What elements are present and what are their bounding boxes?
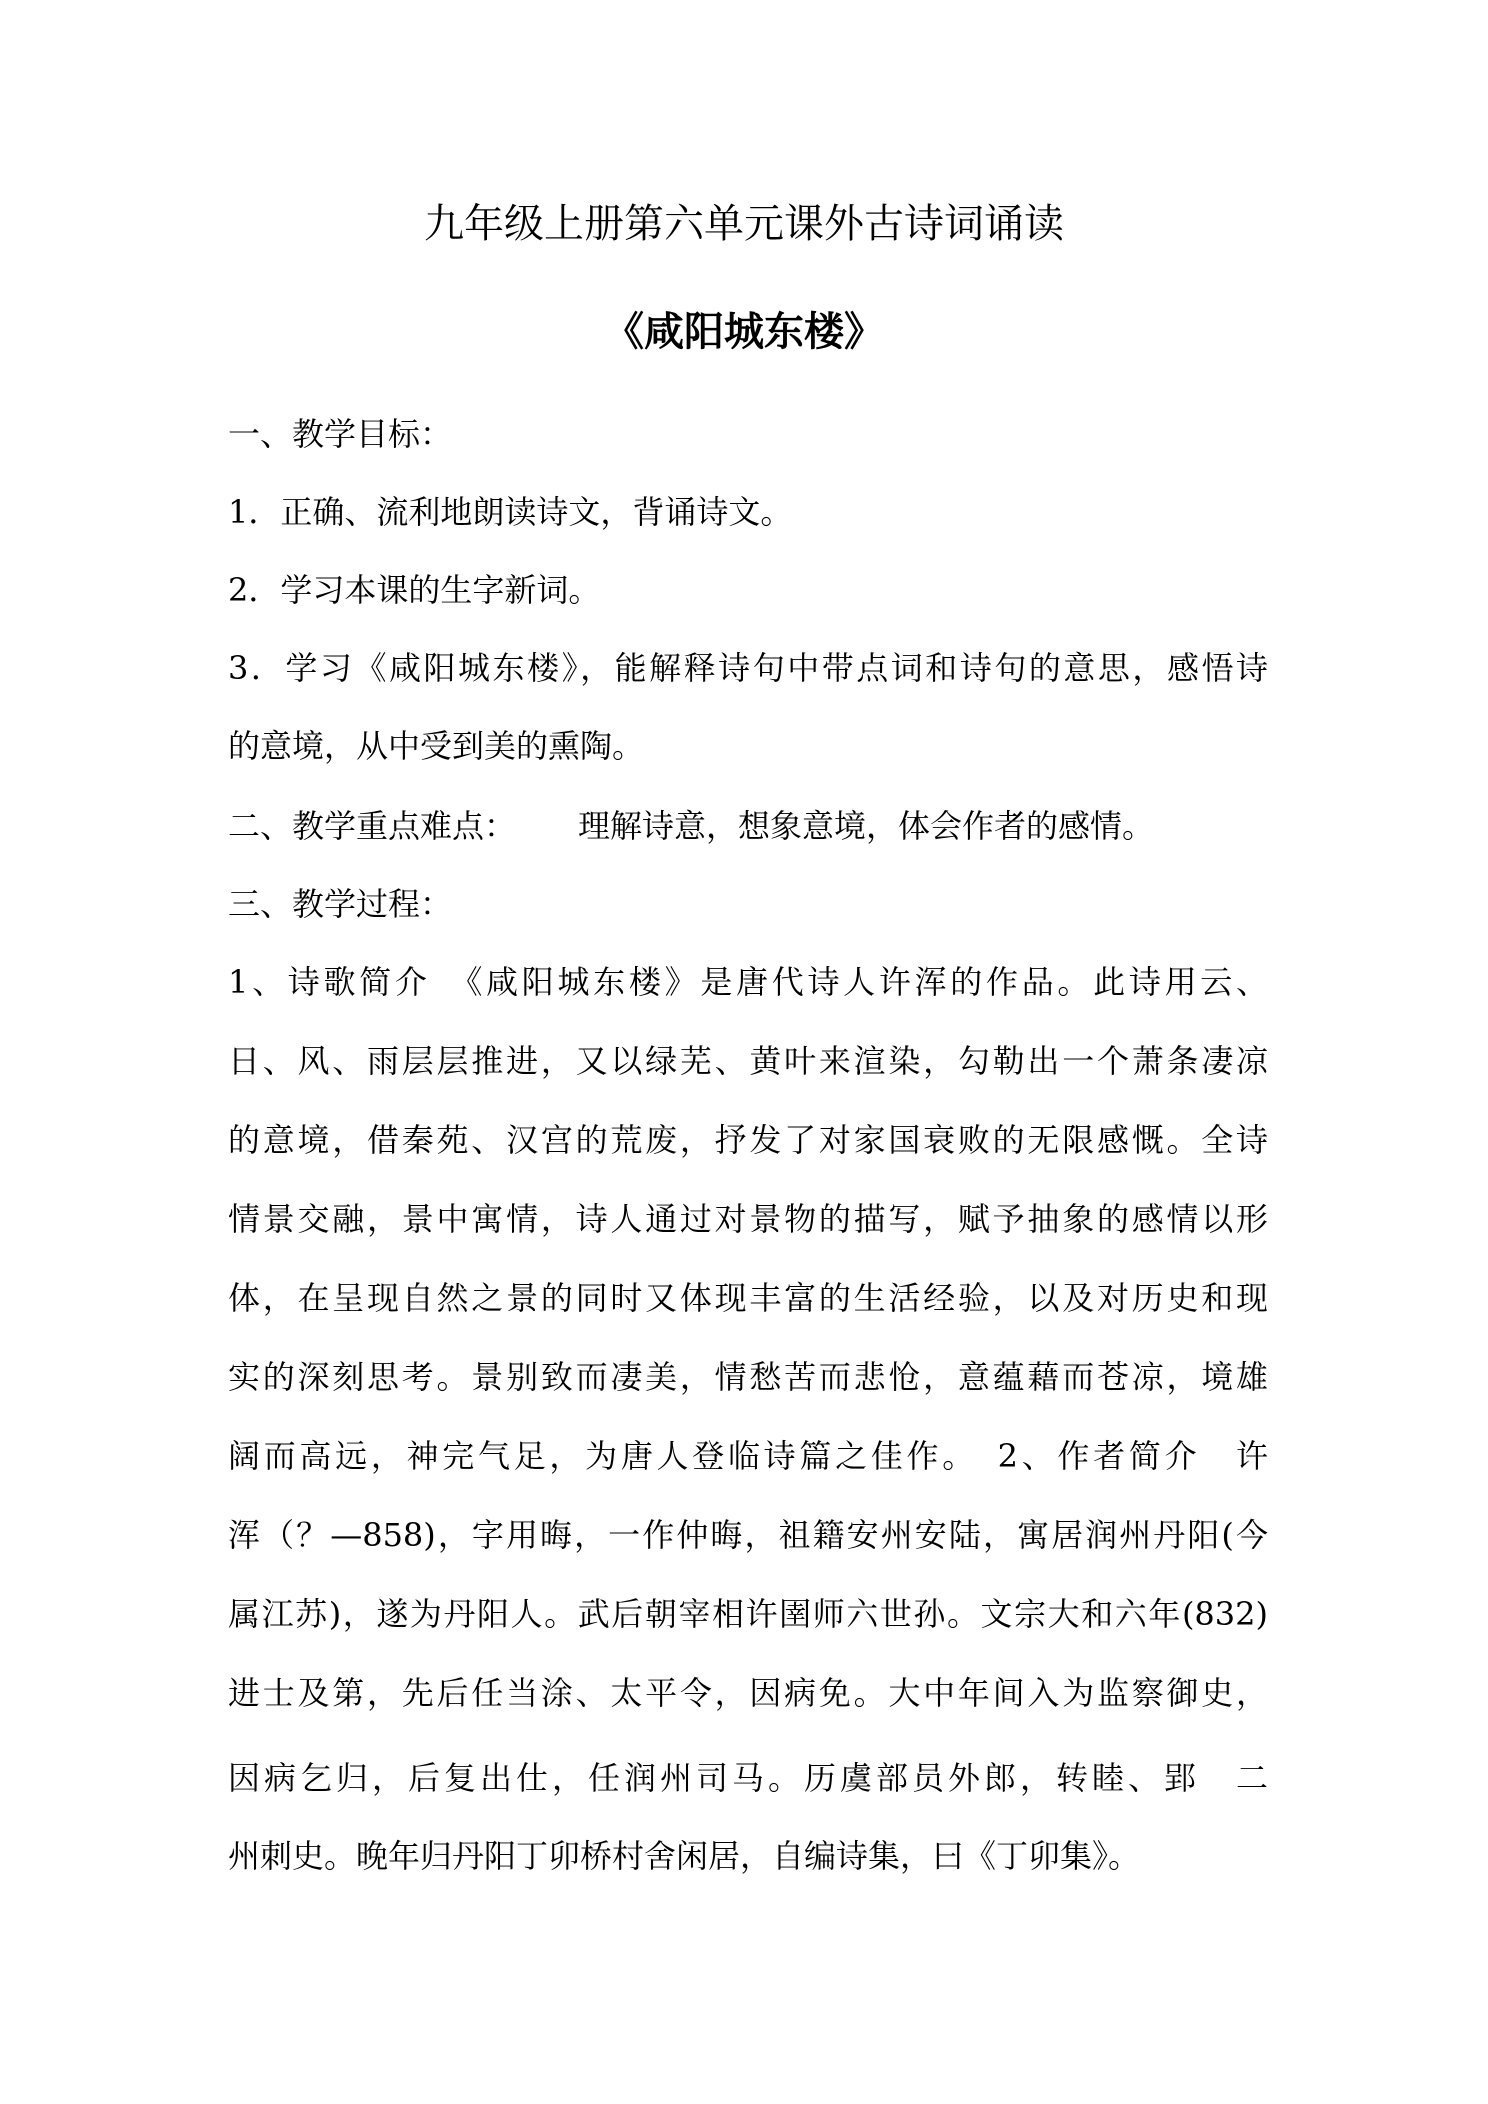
- objective-item-3-cont: 的意境，从中受到美的熏陶。: [228, 727, 645, 765]
- body-line: 情景交融，景中寓情，诗人通过对景物的描写，赋予抽象的感情以形: [228, 1200, 1268, 1238]
- section-heading-objectives: 一、教学目标：: [228, 415, 453, 453]
- key-points-label: 二、教学重点难点：: [228, 807, 517, 845]
- body-line: 实的深刻思考。景别致而凄美，情愁苦而悲怆，意蕴藉而苍凉，境雄: [228, 1358, 1268, 1396]
- key-points-text: 理解诗意，想象意境，体会作者的感情。: [578, 807, 1155, 845]
- poem-title: 《咸阳城东楼》: [604, 309, 884, 355]
- body-line: 阔而高远，神完气足，为唐人登临诗篇之佳作。 2、作者简介 许: [228, 1437, 1268, 1475]
- body-line: 进士及第，先后任当涂、太平令，因病免。大中年间入为监察御史，: [228, 1674, 1268, 1712]
- body-line: 体，在呈现自然之景的同时又体现丰富的生活经验，以及对历史和现: [228, 1279, 1268, 1317]
- body-line: 属江苏)，遂为丹阳人。武后朝宰相许圉师六世孙。文宗大和六年(832): [228, 1595, 1268, 1633]
- objective-item-2: 2．学习本课的生字新词。: [228, 571, 601, 609]
- section-heading-key-points: [228, 806, 1268, 846]
- body-line: 的意境，借秦苑、汉宫的荒废，抒发了对家国衰败的无限感慨。全诗: [228, 1121, 1268, 1159]
- body-line: 1、诗歌简介 《咸阳城东楼》是唐代诗人许浑的作品。此诗用云、: [228, 963, 1268, 1001]
- objective-item-1: 1．正确、流利地朗读诗文，背诵诗文。: [228, 493, 793, 531]
- body-line: 因病乞归，后复出仕，任润州司马。历虞部员外郎，转睦、郢 二: [228, 1759, 1268, 1797]
- section-heading-process: 三、教学过程：: [228, 885, 453, 923]
- body-line: 州刺史。晚年归丹阳丁卯桥村舍闲居，自编诗集，曰《丁卯集》。: [228, 1837, 1141, 1875]
- body-line: 浑（？—858)，字用晦，一作仲晦，祖籍安州安陆，寓居润州丹阳(今: [228, 1516, 1268, 1554]
- body-line: 日、风、雨层层推进，又以绿芜、黄叶来渲染，勾勒出一个萧条凄凉: [228, 1042, 1268, 1080]
- document-title: 九年级上册第六单元课外古诗词诵读: [424, 201, 1064, 247]
- objective-item-3: 3．学习《咸阳城东楼》，能解释诗句中带点词和诗句的意思，感悟诗: [228, 649, 1268, 687]
